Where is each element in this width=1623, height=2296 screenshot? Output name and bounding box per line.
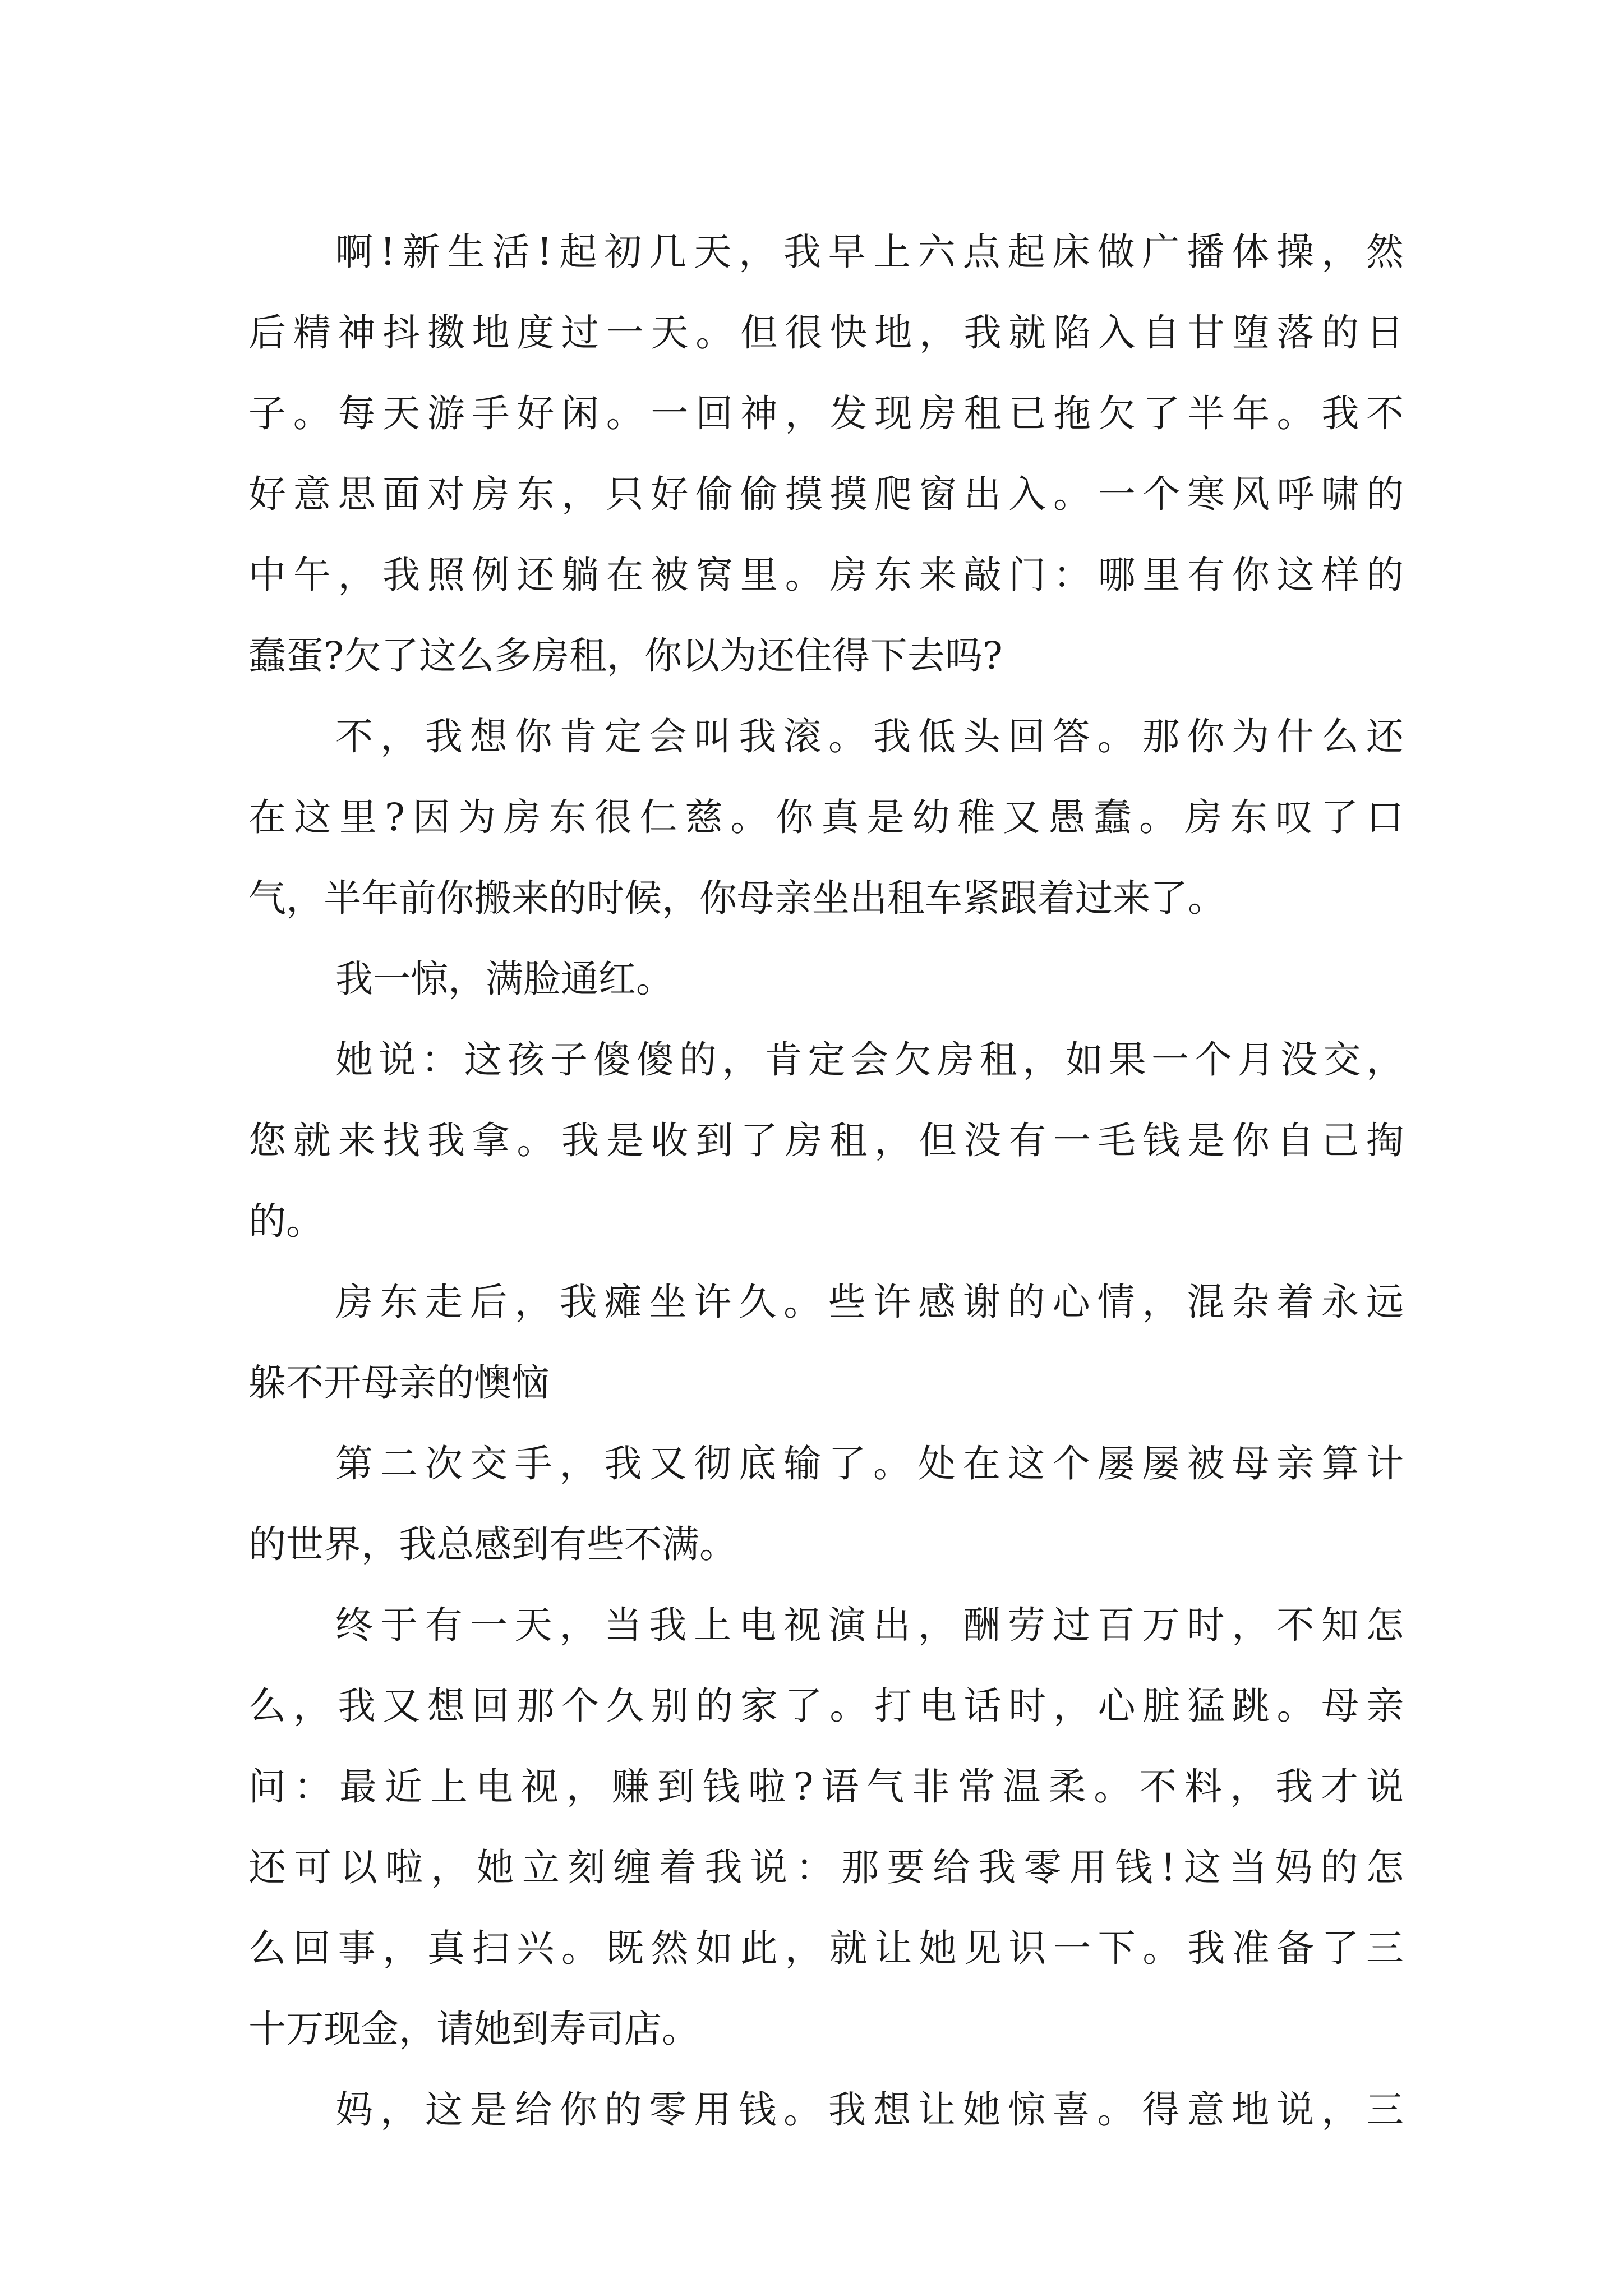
text-line: 她说：这孩子傻傻的，肯定会欠房租，如果一个月没交， bbox=[335, 1038, 1404, 1082]
text-line: 您就来找我拿。我是收到了房租，但没有一毛钱是你自己掏 bbox=[248, 1119, 1404, 1162]
text-line: 么，我又想回那个久别的家了。打电话时，心脏猛跳。母亲 bbox=[248, 1684, 1404, 1728]
text-line: 我一惊，满脸通红。 bbox=[335, 957, 674, 1001]
text-line: 后精神抖擞地度过一天。但很快地，我就陷入自甘堕落的日 bbox=[248, 311, 1404, 355]
text-line: 气，半年前你搬来的时候，你母亲坐出租车紧跟着过来了。 bbox=[248, 876, 1225, 920]
text-line: 啊!新生活!起初几天，我早上六点起床做广播体操，然 bbox=[335, 230, 1404, 274]
text-line: 么回事，真扫兴。既然如此，就让她见识一下。我准备了三 bbox=[248, 1926, 1404, 1970]
text-line: 好意思面对房东，只好偷偷摸摸爬窗出入。一个寒风呼啸的 bbox=[248, 472, 1404, 516]
paragraph bbox=[248, 1423, 1404, 1585]
text-line: 的世界，我总感到有些不满。 bbox=[248, 1522, 737, 1566]
paragraph bbox=[248, 211, 1404, 696]
text-line: 房东走后，我瘫坐许久。些许感谢的心情，混杂着永远 bbox=[335, 1280, 1404, 1324]
text-line: 妈，这是给你的零用钱。我想让她惊喜。得意地说，三 bbox=[335, 2088, 1404, 2132]
paragraph bbox=[248, 1019, 1404, 1262]
paragraph bbox=[248, 1262, 1404, 1423]
text-line: 终于有一天，当我上电视演出，酬劳过百万时，不知怎 bbox=[335, 1603, 1404, 1647]
paragraph bbox=[248, 1585, 1404, 2069]
body-text bbox=[248, 211, 1404, 2150]
text-line: 第二次交手，我又彻底输了。处在这个屡屡被母亲算计 bbox=[335, 1442, 1404, 1485]
text-line: 还可以啦，她立刻缠着我说：那要给我零用钱!这当妈的怎 bbox=[248, 1846, 1404, 1889]
paragraph bbox=[248, 2069, 1404, 2150]
text-line: 蠢蛋?欠了这么多房租，你以为还住得下去吗? bbox=[248, 634, 1003, 678]
text-line: 十万现金，请她到寿司店。 bbox=[248, 2007, 699, 2051]
paragraph bbox=[248, 696, 1404, 938]
text-line: 问：最近上电视，赚到钱啦?语气非常温柔。不料，我才说 bbox=[248, 1765, 1404, 1809]
text-line: 在这里?因为房东很仁慈。你真是幼稚又愚蠢。房东叹了口 bbox=[248, 795, 1404, 839]
text-line: 不，我想你肯定会叫我滚。我低头回答。那你为什么还 bbox=[335, 715, 1404, 758]
text-line: 的。 bbox=[248, 1199, 324, 1243]
paragraph bbox=[248, 938, 1404, 1019]
text-line: 中午，我照例还躺在被窝里。房东来敲门：哪里有你这样的 bbox=[248, 553, 1404, 597]
text-line: 躲不开母亲的懊恼 bbox=[248, 1361, 549, 1405]
text-line: 子。每天游手好闲。一回神，发现房租已拖欠了半年。我不 bbox=[248, 392, 1404, 435]
